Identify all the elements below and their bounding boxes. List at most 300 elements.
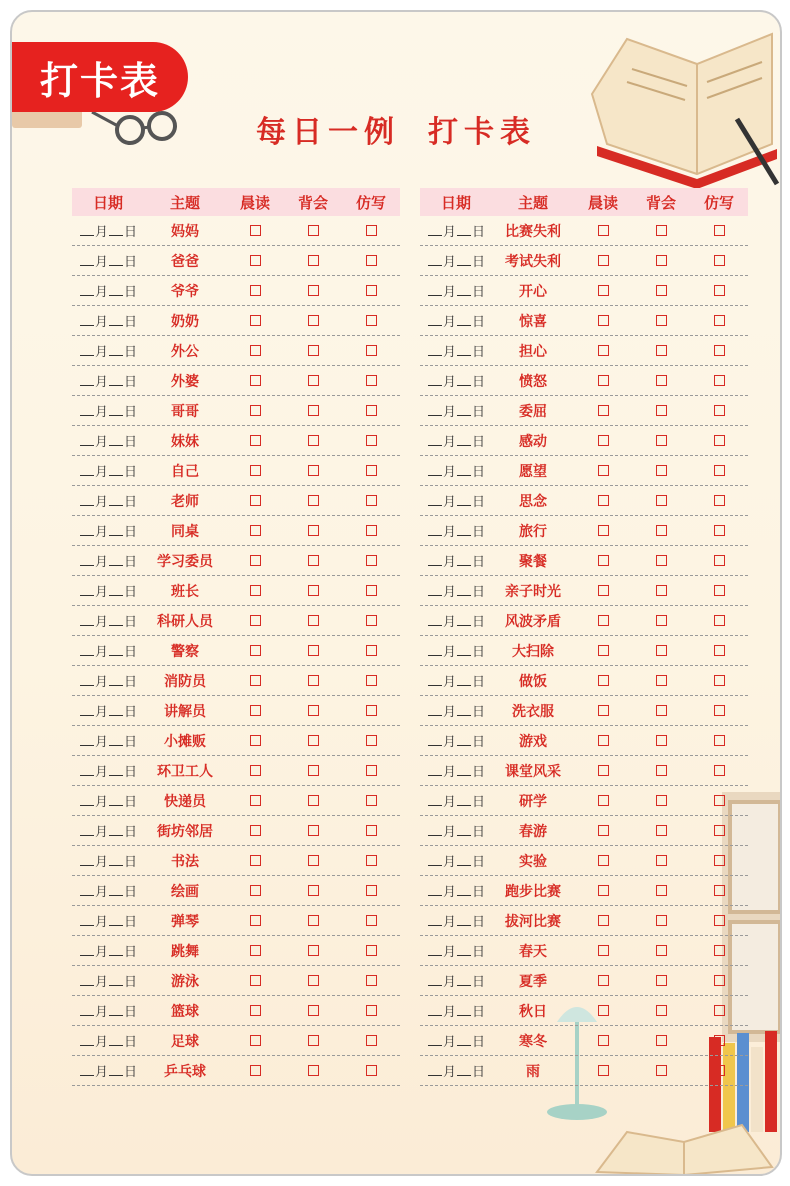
date-cell[interactable] [420, 906, 492, 935]
memorize-checkbox[interactable] [308, 1005, 319, 1016]
morning-reading-checkbox[interactable] [250, 765, 261, 776]
day-blank[interactable] [457, 375, 471, 386]
month-blank[interactable] [428, 435, 442, 446]
memorize-checkbox[interactable] [656, 795, 667, 806]
morning-reading-checkbox[interactable] [598, 645, 609, 656]
date-cell[interactable] [72, 846, 144, 875]
date-cell[interactable] [72, 606, 144, 635]
imitate-writing-checkbox[interactable] [714, 945, 725, 956]
memorize-checkbox[interactable] [308, 435, 319, 446]
memorize-checkbox[interactable] [308, 735, 319, 746]
imitate-writing-checkbox[interactable] [714, 225, 725, 236]
day-blank[interactable] [109, 735, 123, 746]
morning-reading-checkbox[interactable] [250, 735, 261, 746]
imitate-writing-checkbox[interactable] [714, 495, 725, 506]
imitate-writing-checkbox[interactable] [366, 255, 377, 266]
day-blank[interactable] [109, 285, 123, 296]
memorize-checkbox[interactable] [656, 705, 667, 716]
month-blank[interactable] [80, 735, 94, 746]
date-cell[interactable] [72, 666, 144, 695]
day-blank[interactable] [109, 675, 123, 686]
day-blank[interactable] [457, 345, 471, 356]
morning-reading-checkbox[interactable] [250, 1065, 261, 1076]
day-blank[interactable] [109, 495, 123, 506]
imitate-writing-checkbox[interactable] [714, 735, 725, 746]
memorize-checkbox[interactable] [308, 945, 319, 956]
imitate-writing-checkbox[interactable] [714, 285, 725, 296]
memorize-checkbox[interactable] [656, 495, 667, 506]
morning-reading-checkbox[interactable] [250, 675, 261, 686]
imitate-writing-checkbox[interactable] [366, 495, 377, 506]
month-blank[interactable] [428, 1005, 442, 1016]
imitate-writing-checkbox[interactable] [714, 255, 725, 266]
month-blank[interactable] [428, 375, 442, 386]
day-blank[interactable] [109, 525, 123, 536]
day-blank[interactable] [457, 615, 471, 626]
day-blank[interactable] [457, 435, 471, 446]
month-blank[interactable] [428, 525, 442, 536]
month-blank[interactable] [80, 945, 94, 956]
date-cell[interactable] [420, 936, 492, 965]
date-cell[interactable] [420, 1026, 492, 1055]
imitate-writing-checkbox[interactable] [366, 555, 377, 566]
day-blank[interactable] [457, 555, 471, 566]
imitate-writing-checkbox[interactable] [714, 525, 725, 536]
imitate-writing-checkbox[interactable] [714, 915, 725, 926]
morning-reading-checkbox[interactable] [598, 435, 609, 446]
imitate-writing-checkbox[interactable] [366, 945, 377, 956]
imitate-writing-checkbox[interactable] [366, 645, 377, 656]
imitate-writing-checkbox[interactable] [714, 675, 725, 686]
imitate-writing-checkbox[interactable] [366, 1035, 377, 1046]
memorize-checkbox[interactable] [656, 1005, 667, 1016]
date-cell[interactable] [72, 546, 144, 575]
memorize-checkbox[interactable] [308, 375, 319, 386]
memorize-checkbox[interactable] [656, 315, 667, 326]
morning-reading-checkbox[interactable] [598, 945, 609, 956]
day-blank[interactable] [457, 525, 471, 536]
month-blank[interactable] [80, 315, 94, 326]
day-blank[interactable] [109, 705, 123, 716]
day-blank[interactable] [109, 435, 123, 446]
day-blank[interactable] [457, 585, 471, 596]
morning-reading-checkbox[interactable] [598, 1005, 609, 1016]
imitate-writing-checkbox[interactable] [714, 705, 725, 716]
imitate-writing-checkbox[interactable] [366, 765, 377, 776]
morning-reading-checkbox[interactable] [598, 255, 609, 266]
day-blank[interactable] [109, 885, 123, 896]
imitate-writing-checkbox[interactable] [714, 1035, 725, 1046]
memorize-checkbox[interactable] [308, 915, 319, 926]
day-blank[interactable] [109, 915, 123, 926]
imitate-writing-checkbox[interactable] [714, 645, 725, 656]
month-blank[interactable] [428, 915, 442, 926]
memorize-checkbox[interactable] [656, 855, 667, 866]
day-blank[interactable] [109, 765, 123, 776]
memorize-checkbox[interactable] [308, 495, 319, 506]
imitate-writing-checkbox[interactable] [714, 975, 725, 986]
date-cell[interactable] [420, 516, 492, 545]
morning-reading-checkbox[interactable] [598, 1065, 609, 1076]
memorize-checkbox[interactable] [656, 915, 667, 926]
date-cell[interactable] [72, 576, 144, 605]
memorize-checkbox[interactable] [308, 255, 319, 266]
day-blank[interactable] [457, 975, 471, 986]
morning-reading-checkbox[interactable] [598, 375, 609, 386]
date-cell[interactable] [420, 666, 492, 695]
month-blank[interactable] [428, 675, 442, 686]
memorize-checkbox[interactable] [308, 765, 319, 776]
memorize-checkbox[interactable] [656, 615, 667, 626]
date-cell[interactable] [72, 396, 144, 425]
imitate-writing-checkbox[interactable] [366, 345, 377, 356]
imitate-writing-checkbox[interactable] [714, 375, 725, 386]
morning-reading-checkbox[interactable] [250, 525, 261, 536]
month-blank[interactable] [428, 315, 442, 326]
imitate-writing-checkbox[interactable] [714, 405, 725, 416]
month-blank[interactable] [80, 525, 94, 536]
imitate-writing-checkbox[interactable] [366, 405, 377, 416]
morning-reading-checkbox[interactable] [598, 525, 609, 536]
day-blank[interactable] [457, 225, 471, 236]
date-cell[interactable] [72, 936, 144, 965]
month-blank[interactable] [428, 345, 442, 356]
day-blank[interactable] [457, 765, 471, 776]
date-cell[interactable] [72, 786, 144, 815]
date-cell[interactable] [72, 996, 144, 1025]
month-blank[interactable] [80, 855, 94, 866]
memorize-checkbox[interactable] [308, 795, 319, 806]
day-blank[interactable] [457, 1005, 471, 1016]
memorize-checkbox[interactable] [308, 705, 319, 716]
month-blank[interactable] [80, 825, 94, 836]
month-blank[interactable] [80, 255, 94, 266]
memorize-checkbox[interactable] [656, 255, 667, 266]
imitate-writing-checkbox[interactable] [366, 795, 377, 806]
date-cell[interactable] [420, 426, 492, 455]
day-blank[interactable] [109, 945, 123, 956]
morning-reading-checkbox[interactable] [250, 615, 261, 626]
day-blank[interactable] [457, 855, 471, 866]
memorize-checkbox[interactable] [656, 525, 667, 536]
date-cell[interactable] [420, 726, 492, 755]
day-blank[interactable] [457, 705, 471, 716]
month-blank[interactable] [428, 705, 442, 716]
date-cell[interactable] [420, 636, 492, 665]
morning-reading-checkbox[interactable] [598, 855, 609, 866]
memorize-checkbox[interactable] [656, 465, 667, 476]
morning-reading-checkbox[interactable] [250, 1035, 261, 1046]
morning-reading-checkbox[interactable] [250, 855, 261, 866]
imitate-writing-checkbox[interactable] [366, 375, 377, 386]
imitate-writing-checkbox[interactable] [366, 285, 377, 296]
morning-reading-checkbox[interactable] [250, 285, 261, 296]
imitate-writing-checkbox[interactable] [366, 1005, 377, 1016]
date-cell[interactable] [72, 516, 144, 545]
morning-reading-checkbox[interactable] [598, 615, 609, 626]
date-cell[interactable] [420, 396, 492, 425]
memorize-checkbox[interactable] [308, 585, 319, 596]
imitate-writing-checkbox[interactable] [366, 825, 377, 836]
month-blank[interactable] [80, 405, 94, 416]
memorize-checkbox[interactable] [656, 585, 667, 596]
day-blank[interactable] [109, 975, 123, 986]
date-cell[interactable] [420, 216, 492, 245]
month-blank[interactable] [428, 405, 442, 416]
morning-reading-checkbox[interactable] [250, 465, 261, 476]
month-blank[interactable] [428, 1035, 442, 1046]
memorize-checkbox[interactable] [308, 345, 319, 356]
day-blank[interactable] [109, 1035, 123, 1046]
memorize-checkbox[interactable] [656, 435, 667, 446]
memorize-checkbox[interactable] [656, 1065, 667, 1076]
date-cell[interactable] [72, 276, 144, 305]
month-blank[interactable] [80, 1035, 94, 1046]
morning-reading-checkbox[interactable] [598, 915, 609, 926]
memorize-checkbox[interactable] [308, 555, 319, 566]
day-blank[interactable] [457, 495, 471, 506]
date-cell[interactable] [72, 426, 144, 455]
date-cell[interactable] [72, 876, 144, 905]
month-blank[interactable] [428, 945, 442, 956]
imitate-writing-checkbox[interactable] [714, 1005, 725, 1016]
morning-reading-checkbox[interactable] [598, 225, 609, 236]
day-blank[interactable] [457, 945, 471, 956]
morning-reading-checkbox[interactable] [250, 255, 261, 266]
month-blank[interactable] [428, 495, 442, 506]
morning-reading-checkbox[interactable] [598, 825, 609, 836]
month-blank[interactable] [428, 795, 442, 806]
memorize-checkbox[interactable] [308, 645, 319, 656]
month-blank[interactable] [80, 885, 94, 896]
memorize-checkbox[interactable] [308, 405, 319, 416]
morning-reading-checkbox[interactable] [250, 555, 261, 566]
morning-reading-checkbox[interactable] [250, 945, 261, 956]
morning-reading-checkbox[interactable] [250, 915, 261, 926]
date-cell[interactable] [72, 456, 144, 485]
morning-reading-checkbox[interactable] [598, 555, 609, 566]
month-blank[interactable] [80, 555, 94, 566]
day-blank[interactable] [457, 795, 471, 806]
memorize-checkbox[interactable] [308, 525, 319, 536]
imitate-writing-checkbox[interactable] [714, 765, 725, 776]
day-blank[interactable] [457, 405, 471, 416]
memorize-checkbox[interactable] [656, 555, 667, 566]
date-cell[interactable] [420, 756, 492, 785]
morning-reading-checkbox[interactable] [250, 495, 261, 506]
date-cell[interactable] [420, 816, 492, 845]
date-cell[interactable] [420, 246, 492, 275]
day-blank[interactable] [457, 735, 471, 746]
month-blank[interactable] [80, 675, 94, 686]
imitate-writing-checkbox[interactable] [366, 315, 377, 326]
date-cell[interactable] [420, 546, 492, 575]
imitate-writing-checkbox[interactable] [366, 435, 377, 446]
month-blank[interactable] [80, 465, 94, 476]
morning-reading-checkbox[interactable] [598, 1035, 609, 1046]
date-cell[interactable] [72, 906, 144, 935]
imitate-writing-checkbox[interactable] [714, 555, 725, 566]
morning-reading-checkbox[interactable] [250, 345, 261, 356]
month-blank[interactable] [428, 765, 442, 776]
memorize-checkbox[interactable] [308, 315, 319, 326]
month-blank[interactable] [80, 375, 94, 386]
imitate-writing-checkbox[interactable] [366, 585, 377, 596]
morning-reading-checkbox[interactable] [598, 405, 609, 416]
memorize-checkbox[interactable] [656, 765, 667, 776]
imitate-writing-checkbox[interactable] [366, 915, 377, 926]
month-blank[interactable] [428, 255, 442, 266]
imitate-writing-checkbox[interactable] [714, 885, 725, 896]
memorize-checkbox[interactable] [308, 1065, 319, 1076]
day-blank[interactable] [109, 795, 123, 806]
imitate-writing-checkbox[interactable] [366, 675, 377, 686]
day-blank[interactable] [109, 825, 123, 836]
month-blank[interactable] [80, 1065, 94, 1076]
month-blank[interactable] [428, 645, 442, 656]
day-blank[interactable] [457, 285, 471, 296]
morning-reading-checkbox[interactable] [250, 585, 261, 596]
memorize-checkbox[interactable] [656, 225, 667, 236]
month-blank[interactable] [80, 915, 94, 926]
date-cell[interactable] [420, 606, 492, 635]
date-cell[interactable] [72, 306, 144, 335]
imitate-writing-checkbox[interactable] [714, 855, 725, 866]
memorize-checkbox[interactable] [308, 225, 319, 236]
memorize-checkbox[interactable] [656, 405, 667, 416]
memorize-checkbox[interactable] [656, 945, 667, 956]
morning-reading-checkbox[interactable] [598, 465, 609, 476]
imitate-writing-checkbox[interactable] [714, 615, 725, 626]
month-blank[interactable] [80, 765, 94, 776]
morning-reading-checkbox[interactable] [598, 735, 609, 746]
memorize-checkbox[interactable] [656, 345, 667, 356]
date-cell[interactable] [420, 306, 492, 335]
month-blank[interactable] [80, 705, 94, 716]
date-cell[interactable] [420, 996, 492, 1025]
day-blank[interactable] [109, 615, 123, 626]
month-blank[interactable] [80, 285, 94, 296]
memorize-checkbox[interactable] [308, 465, 319, 476]
day-blank[interactable] [457, 255, 471, 266]
imitate-writing-checkbox[interactable] [366, 735, 377, 746]
month-blank[interactable] [428, 1065, 442, 1076]
day-blank[interactable] [109, 375, 123, 386]
morning-reading-checkbox[interactable] [598, 315, 609, 326]
morning-reading-checkbox[interactable] [598, 975, 609, 986]
date-cell[interactable] [420, 336, 492, 365]
month-blank[interactable] [80, 615, 94, 626]
month-blank[interactable] [428, 225, 442, 236]
day-blank[interactable] [109, 555, 123, 566]
imitate-writing-checkbox[interactable] [366, 1065, 377, 1076]
date-cell[interactable] [420, 966, 492, 995]
month-blank[interactable] [80, 585, 94, 596]
day-blank[interactable] [457, 465, 471, 476]
month-blank[interactable] [80, 225, 94, 236]
date-cell[interactable] [72, 1056, 144, 1085]
date-cell[interactable] [72, 246, 144, 275]
date-cell[interactable] [72, 636, 144, 665]
month-blank[interactable] [80, 645, 94, 656]
memorize-checkbox[interactable] [308, 825, 319, 836]
date-cell[interactable] [72, 756, 144, 785]
memorize-checkbox[interactable] [308, 855, 319, 866]
memorize-checkbox[interactable] [656, 375, 667, 386]
month-blank[interactable] [80, 435, 94, 446]
date-cell[interactable] [420, 696, 492, 725]
date-cell[interactable] [420, 876, 492, 905]
month-blank[interactable] [80, 795, 94, 806]
month-blank[interactable] [80, 1005, 94, 1016]
imitate-writing-checkbox[interactable] [366, 465, 377, 476]
morning-reading-checkbox[interactable] [598, 705, 609, 716]
date-cell[interactable] [420, 1056, 492, 1085]
imitate-writing-checkbox[interactable] [366, 615, 377, 626]
morning-reading-checkbox[interactable] [250, 885, 261, 896]
imitate-writing-checkbox[interactable] [714, 465, 725, 476]
day-blank[interactable] [457, 675, 471, 686]
memorize-checkbox[interactable] [656, 675, 667, 686]
date-cell[interactable] [72, 366, 144, 395]
date-cell[interactable] [72, 216, 144, 245]
month-blank[interactable] [80, 495, 94, 506]
day-blank[interactable] [109, 465, 123, 476]
morning-reading-checkbox[interactable] [250, 1005, 261, 1016]
day-blank[interactable] [109, 315, 123, 326]
day-blank[interactable] [457, 885, 471, 896]
date-cell[interactable] [420, 276, 492, 305]
morning-reading-checkbox[interactable] [598, 285, 609, 296]
month-blank[interactable] [428, 825, 442, 836]
day-blank[interactable] [109, 345, 123, 356]
morning-reading-checkbox[interactable] [250, 825, 261, 836]
month-blank[interactable] [428, 855, 442, 866]
morning-reading-checkbox[interactable] [598, 345, 609, 356]
imitate-writing-checkbox[interactable] [714, 435, 725, 446]
imitate-writing-checkbox[interactable] [714, 585, 725, 596]
month-blank[interactable] [80, 975, 94, 986]
date-cell[interactable] [420, 366, 492, 395]
day-blank[interactable] [109, 255, 123, 266]
month-blank[interactable] [428, 555, 442, 566]
morning-reading-checkbox[interactable] [250, 705, 261, 716]
imitate-writing-checkbox[interactable] [366, 525, 377, 536]
month-blank[interactable] [80, 345, 94, 356]
morning-reading-checkbox[interactable] [598, 885, 609, 896]
morning-reading-checkbox[interactable] [598, 765, 609, 776]
day-blank[interactable] [457, 825, 471, 836]
morning-reading-checkbox[interactable] [250, 975, 261, 986]
month-blank[interactable] [428, 465, 442, 476]
month-blank[interactable] [428, 975, 442, 986]
morning-reading-checkbox[interactable] [250, 795, 261, 806]
date-cell[interactable] [72, 1026, 144, 1055]
memorize-checkbox[interactable] [656, 825, 667, 836]
memorize-checkbox[interactable] [308, 615, 319, 626]
memorize-checkbox[interactable] [656, 1035, 667, 1046]
morning-reading-checkbox[interactable] [250, 225, 261, 236]
morning-reading-checkbox[interactable] [598, 675, 609, 686]
date-cell[interactable] [72, 816, 144, 845]
day-blank[interactable] [457, 1035, 471, 1046]
day-blank[interactable] [457, 315, 471, 326]
month-blank[interactable] [428, 585, 442, 596]
date-cell[interactable] [72, 336, 144, 365]
imitate-writing-checkbox[interactable] [366, 975, 377, 986]
date-cell[interactable] [420, 486, 492, 515]
date-cell[interactable] [420, 576, 492, 605]
